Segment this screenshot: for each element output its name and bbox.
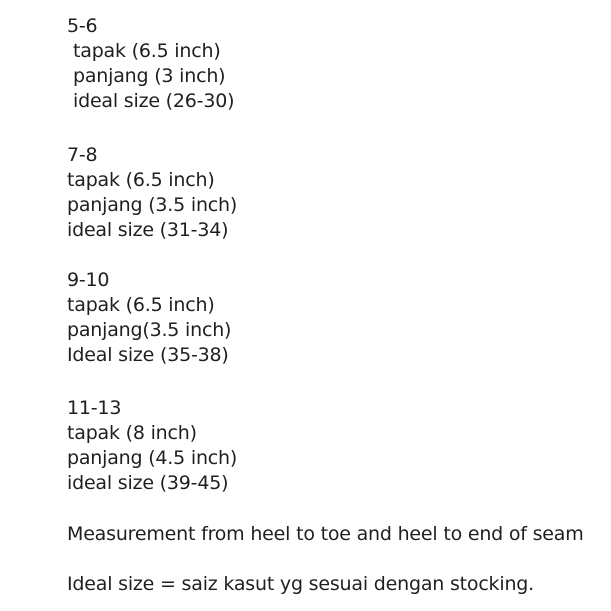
tapak-measurement: tapak (6.5 inch) xyxy=(73,40,221,62)
size-range: 5-6 xyxy=(67,15,98,37)
measurement-note: Measurement from heel to toe and heel to end of seam xyxy=(67,523,584,545)
panjang-measurement: panjang (4.5 inch) xyxy=(67,447,238,469)
size-section-11-13 xyxy=(67,396,587,496)
ideal-size: ideal size (26-30) xyxy=(73,90,235,112)
panjang-measurement: panjang (3.5 inch) xyxy=(67,194,238,216)
ideal-size: ideal size (39-45) xyxy=(67,472,229,494)
tapak-measurement: tapak (6.5 inch) xyxy=(67,169,215,191)
panjang-measurement: panjang (3 inch) xyxy=(73,65,226,87)
panjang-measurement: panjang(3.5 inch) xyxy=(67,319,232,341)
size-section-5-6 xyxy=(67,14,587,114)
size-range: 7-8 xyxy=(67,144,98,166)
size-section-7-8 xyxy=(67,143,587,243)
size-section-9-10 xyxy=(67,268,587,368)
ideal-size-note: Ideal size = saiz kasut yg sesuai dengan stocking. xyxy=(67,573,534,595)
size-range: 11-13 xyxy=(67,397,122,419)
size-range: 9-10 xyxy=(67,269,110,291)
ideal-size: ideal size (31-34) xyxy=(67,219,229,241)
tapak-measurement: tapak (8 inch) xyxy=(67,422,197,444)
tapak-measurement: tapak (6.5 inch) xyxy=(67,294,215,316)
ideal-size: Ideal size (35-38) xyxy=(67,344,229,366)
